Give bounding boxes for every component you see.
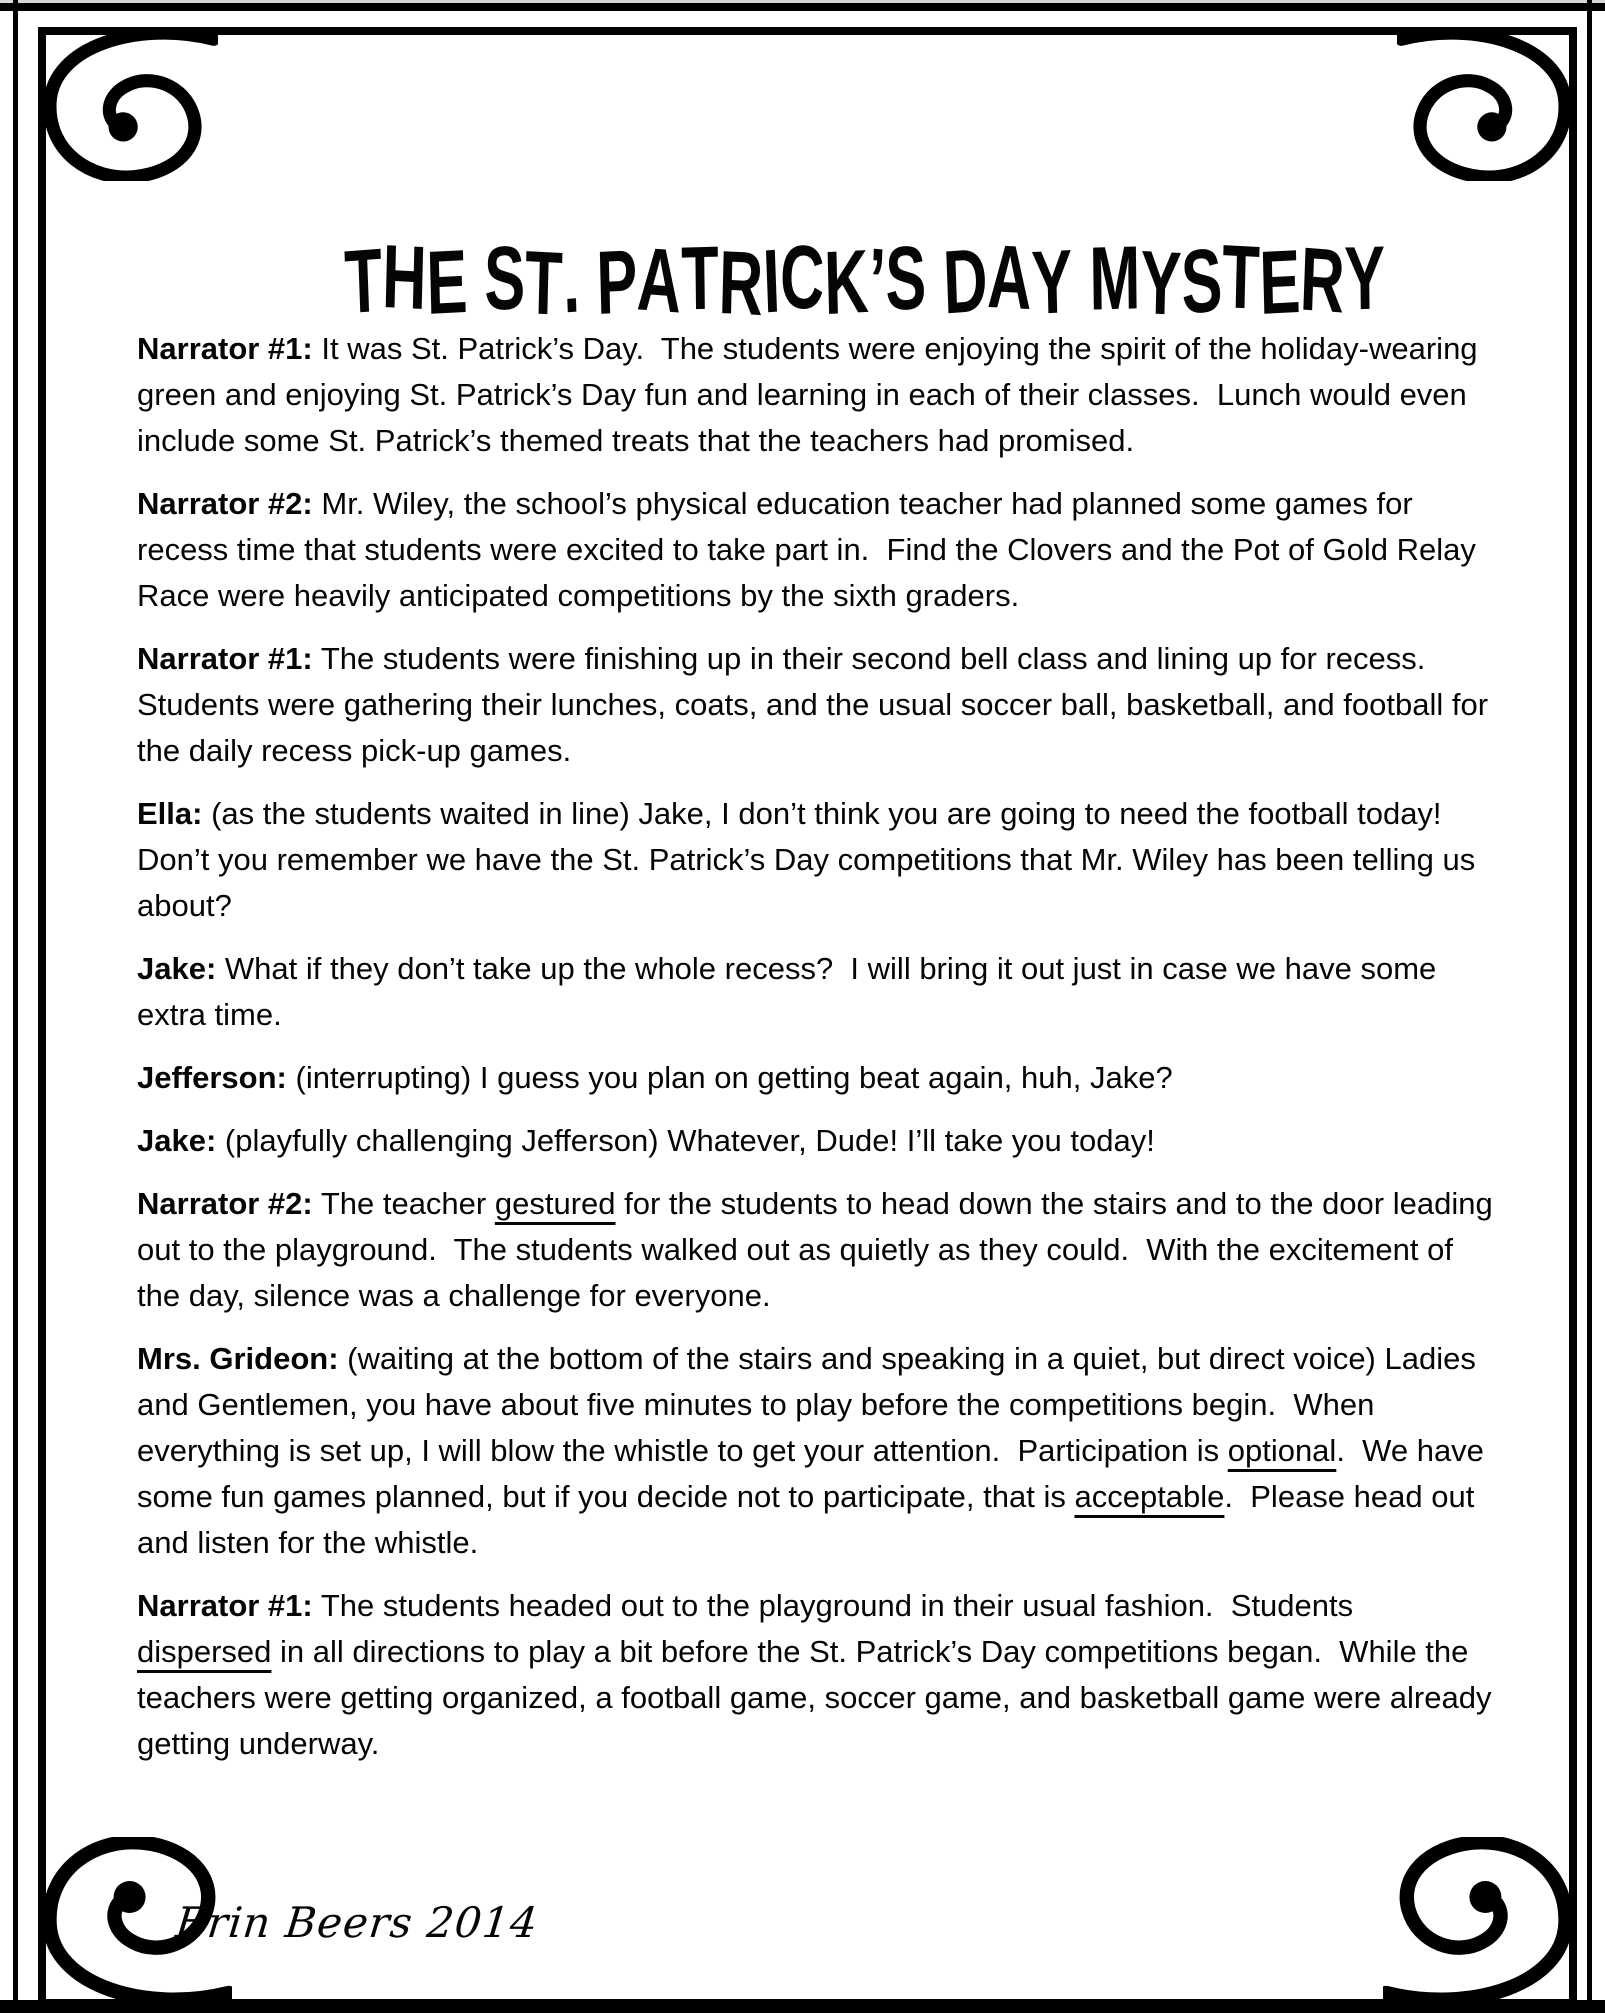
- speaker-name: Narrator #2:: [137, 486, 313, 521]
- dialogue-text: The teacher: [320, 1186, 495, 1221]
- dialogue-text: in all directions to play a bit before the St. Patrick’s Day competitions began. While the teachers were getting organized, a football game, soccer game, and basketball game were already getting underway.: [137, 1634, 1501, 1761]
- title-letter: T: [523, 233, 564, 335]
- title-letter: Y: [1139, 232, 1183, 336]
- title-letter: E: [1258, 231, 1302, 335]
- dialogue-text: The students were finishing up in their second bell class and lining up for recess. Students were gathering their lunches, coats, and the usual soccer ball, basketball, and football for the daily recess pick-up games.: [137, 641, 1497, 768]
- dialogue-text: . Please head out and listen for the whistle.: [137, 1479, 1483, 1560]
- title-letter: R: [1298, 229, 1347, 333]
- title-letter: A: [986, 226, 1034, 330]
- dialogue-text: What if they don’t take up the whole recess? I will bring it out just in case we have some extra time.: [137, 951, 1445, 1032]
- corner-spiral-icon: [1383, 1837, 1575, 2005]
- title-letter: Y: [1344, 228, 1387, 330]
- underlined-word: optional: [1227, 1433, 1337, 1468]
- title-letter: T: [343, 230, 385, 334]
- dialogue-text: for the students to head down the stairs and to the door leading out to the playground. The students walked out as quietly as they could. With the excitement of the day, silence was a challenge for everyone.: [137, 1186, 1502, 1313]
- dialogue-text: (waiting at the bottom of the stairs and speaking in a quiet, but direct voice) Ladies and Gentlemen, you have about five minutes to play before the competitions begin. When everything is set up, I will blow the whistle to get your attention. Participation is: [137, 1341, 1485, 1468]
- title-letter: I: [761, 231, 782, 333]
- title-letter: C: [779, 226, 826, 330]
- title-letter: K: [823, 231, 870, 335]
- dialogue-text: Mr. Wiley, the school’s physical education teacher had planned some games for recess time that students were excited to take part in. Find the Clovers and the Pot of Gold Relay Race were heavily anticipated competitions by the sixth graders.: [137, 486, 1485, 613]
- script-paragraph: [137, 326, 1493, 464]
- script-paragraph: [137, 481, 1493, 619]
- speaker-name: Jake:: [137, 951, 217, 986]
- underlined-word: acceptable: [1074, 1479, 1225, 1514]
- speaker-name: Jefferson:: [137, 1060, 287, 1095]
- script-paragraph: [137, 1118, 1493, 1164]
- dialogue-text: It was St. Patrick’s Day. The students were enjoying the spirit of the holiday-wearing green and enjoying St. Patrick’s Day fun and learning in each of their classes. Lunch would even include some St. Patrick’s themed treats that the teachers had promised.: [137, 331, 1487, 458]
- title-letter: M: [1089, 228, 1142, 330]
- speaker-name: Jake:: [137, 1123, 217, 1158]
- script-paragraph: [137, 946, 1493, 1038]
- underlined-word: gestured: [494, 1186, 616, 1221]
- script-body: [137, 326, 1502, 1784]
- author-signature: Erin Beers 2014: [173, 1898, 541, 1947]
- dialogue-text: . We have some fun games planned, but if you decide not to participate, that is: [137, 1433, 1493, 1514]
- title-letter: H: [381, 226, 428, 330]
- title-letter: S: [884, 228, 927, 330]
- speaker-name: Narrator #1:: [137, 641, 313, 676]
- title-letter: D: [941, 230, 990, 334]
- dialogue-text: (interrupting) I guess you plan on getting beat again, huh, Jake?: [295, 1060, 1173, 1095]
- title-letter: P: [595, 231, 639, 335]
- title-letter: Y: [1030, 231, 1074, 335]
- page-title-text: [343, 226, 1387, 336]
- speaker-name: Narrator #2:: [137, 1186, 313, 1221]
- speaker-name: Narrator #1:: [137, 1588, 313, 1623]
- script-paragraph: [137, 1583, 1501, 1767]
- dialogue-text: The students headed out to the playground in their usual fashion. Students: [320, 1588, 1362, 1623]
- title-letter: T: [680, 228, 720, 330]
- title-letter: ’: [866, 230, 888, 332]
- title-letter: [466, 235, 486, 326]
- title-letter: S: [1179, 230, 1225, 334]
- title-letter: A: [635, 229, 684, 333]
- script-paragraph: [137, 1181, 1502, 1319]
- dialogue-text: (playfully challenging Jefferson) Whatever, Dude! I’ll take you today!: [224, 1123, 1155, 1158]
- title-letter: S: [483, 228, 526, 330]
- speaker-name: Mrs. Grideon:: [137, 1341, 339, 1376]
- script-paragraph: [137, 1055, 1493, 1101]
- title-letter: .: [560, 231, 582, 333]
- title-letter: R: [717, 232, 765, 336]
- title-letter: T: [1221, 227, 1261, 329]
- underlined-word: dispersed: [137, 1634, 272, 1669]
- outer-border-top: [0, 3, 1605, 11]
- dialogue-text: (as the students waited in line) Jake, I don’t think you are going to need the football today! Don’t you remember we have the St. Patrick’s Day competitions that Mr. Wiley has been telling us about?: [137, 796, 1484, 923]
- script-paragraph: [137, 1336, 1493, 1566]
- script-paragraph: [137, 791, 1493, 929]
- speaker-name: Narrator #1:: [137, 331, 313, 366]
- script-paragraph: [137, 636, 1497, 774]
- title-letter: E: [425, 231, 469, 335]
- speaker-name: Ella:: [137, 796, 203, 831]
